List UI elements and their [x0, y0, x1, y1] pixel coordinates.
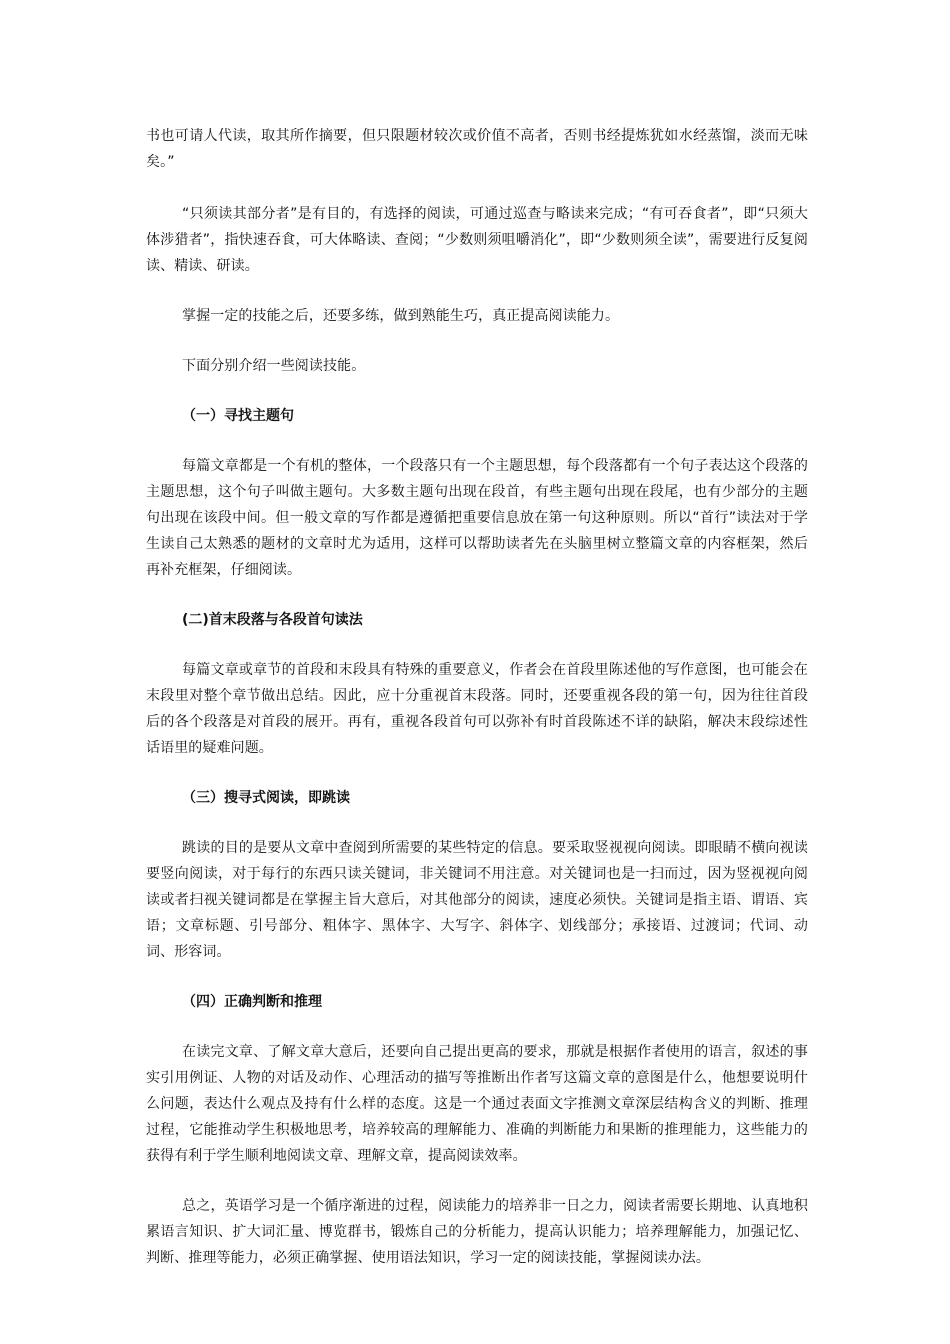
paragraph-first-last: 每篇文章或章节的首段和末段具有特殊的重要意义，作者会在首段里陈述他的写作意图，也可能会在末段里对整个章节做出总结。因此，应十分重视首末段落。同时，还要重视各段的第一句，因为往往首段后的各个段落是对首段的展开。再有，重视各段首句可以弥补有时首段陈述不详的缺陷，解决末段综述性话语里的疑难问题。 [146, 662, 808, 756]
paragraph-continued: 书也可请人代读，取其所作摘要，但只限题材较次或价值不高者，否则书经提炼犹如水经蒸馏，淡而无味矣。” [146, 128, 808, 170]
section-heading-inference: （四）正确判断和推理 [182, 994, 322, 1010]
paragraph-partial-reading: “只须读其部分者”是有目的，有选择的阅读，可通过巡查与略读来完成；“有可吞食者”，即“只须大体涉猎者”，指快速吞食，可大体略读、查阅；“少数则须咀嚼消化”，即“少数则须全读”，需要进行反复阅读、精读、研读。 [146, 206, 808, 274]
section-heading-scanning: （三）搜寻式阅读，即跳读 [182, 790, 350, 806]
section-heading-first-last-paragraph: (二)首末段落与各段首句读法 [182, 612, 363, 628]
paragraph-intro-skills: 下面分别介绍一些阅读技能。 [182, 358, 366, 374]
paragraph-practice: 掌握一定的技能之后，还要多练，做到熟能生巧，真正提高阅读能力。 [182, 308, 620, 324]
section-heading-topic-sentence: （一）寻找主题句 [182, 408, 294, 424]
paragraph-scanning: 跳读的目的是要从文章中查阅到所需要的某些特定的信息。要采取竖视视向阅读。即眼睛不横向视读要竖向阅读，对于每行的东西只读关键词，非关键词不用注意。对关键词也是一扫而过，因为竖视视向阅读或者扫视关键词都是在掌握主旨大意后，对其他部分的阅读，速度必须快。关键词是指主语、谓语、宾语；文章标题、引号部分、粗体字、黑体字、大写字、斜体字、划线部分；承接语、过渡词；代词、动词、形容词。 [146, 840, 808, 960]
paragraph-inference: 在读完文章、了解文章大意后，还要向自己提出更高的要求，那就是根据作者使用的语言，叙述的事实引用例证、人物的对话及动作、心理活动的描写等推断出作者写这篇文章的意图是什么，他想要说明什么问题，表达什么观点及持有什么样的态度。这是一个通过表面文字推测文章深层结构含义的判断、推理过程，它能推动学生积极地思考，培养较高的理解能力、准确的判断能力和果断的推理能力，这些能力的获得有利于学生顺利地阅读文章、理解文章，提高阅读效率。 [146, 1044, 808, 1164]
paragraph-conclusion: 总之，英语学习是一个循序渐进的过程，阅读能力的培养非一日之力，阅读者需要长期地、认真地积累语言知识、扩大词汇量、博览群书，锻炼自己的分析能力，提高认识能力；培养理解能力，加强记忆、判断、推理等能力，必须正确掌握、使用语法知识，学习一定的阅读技能，掌握阅读办法。 [146, 1198, 808, 1266]
document-body [146, 123, 808, 1271]
paragraph-topic-sentence: 每篇文章都是一个有机的整体，一个段落只有一个主题思想，每个段落都有一个句子表达这个段落的主题思想，这个句子叫做主题句。大多数主题句出现在段首，有些主题句出现在段尾，也有少部分的主题句出现在该段中间。但一般文章的写作都是遵循把重要信息放在第一句这种原则。所以“首行”读法对于学生读自己太熟悉的题材的文章时尤为适用，这样可以帮助读者先在头脑里树立整篇文章的内容框架，然后再补充框架，仔细阅读。 [146, 458, 808, 578]
